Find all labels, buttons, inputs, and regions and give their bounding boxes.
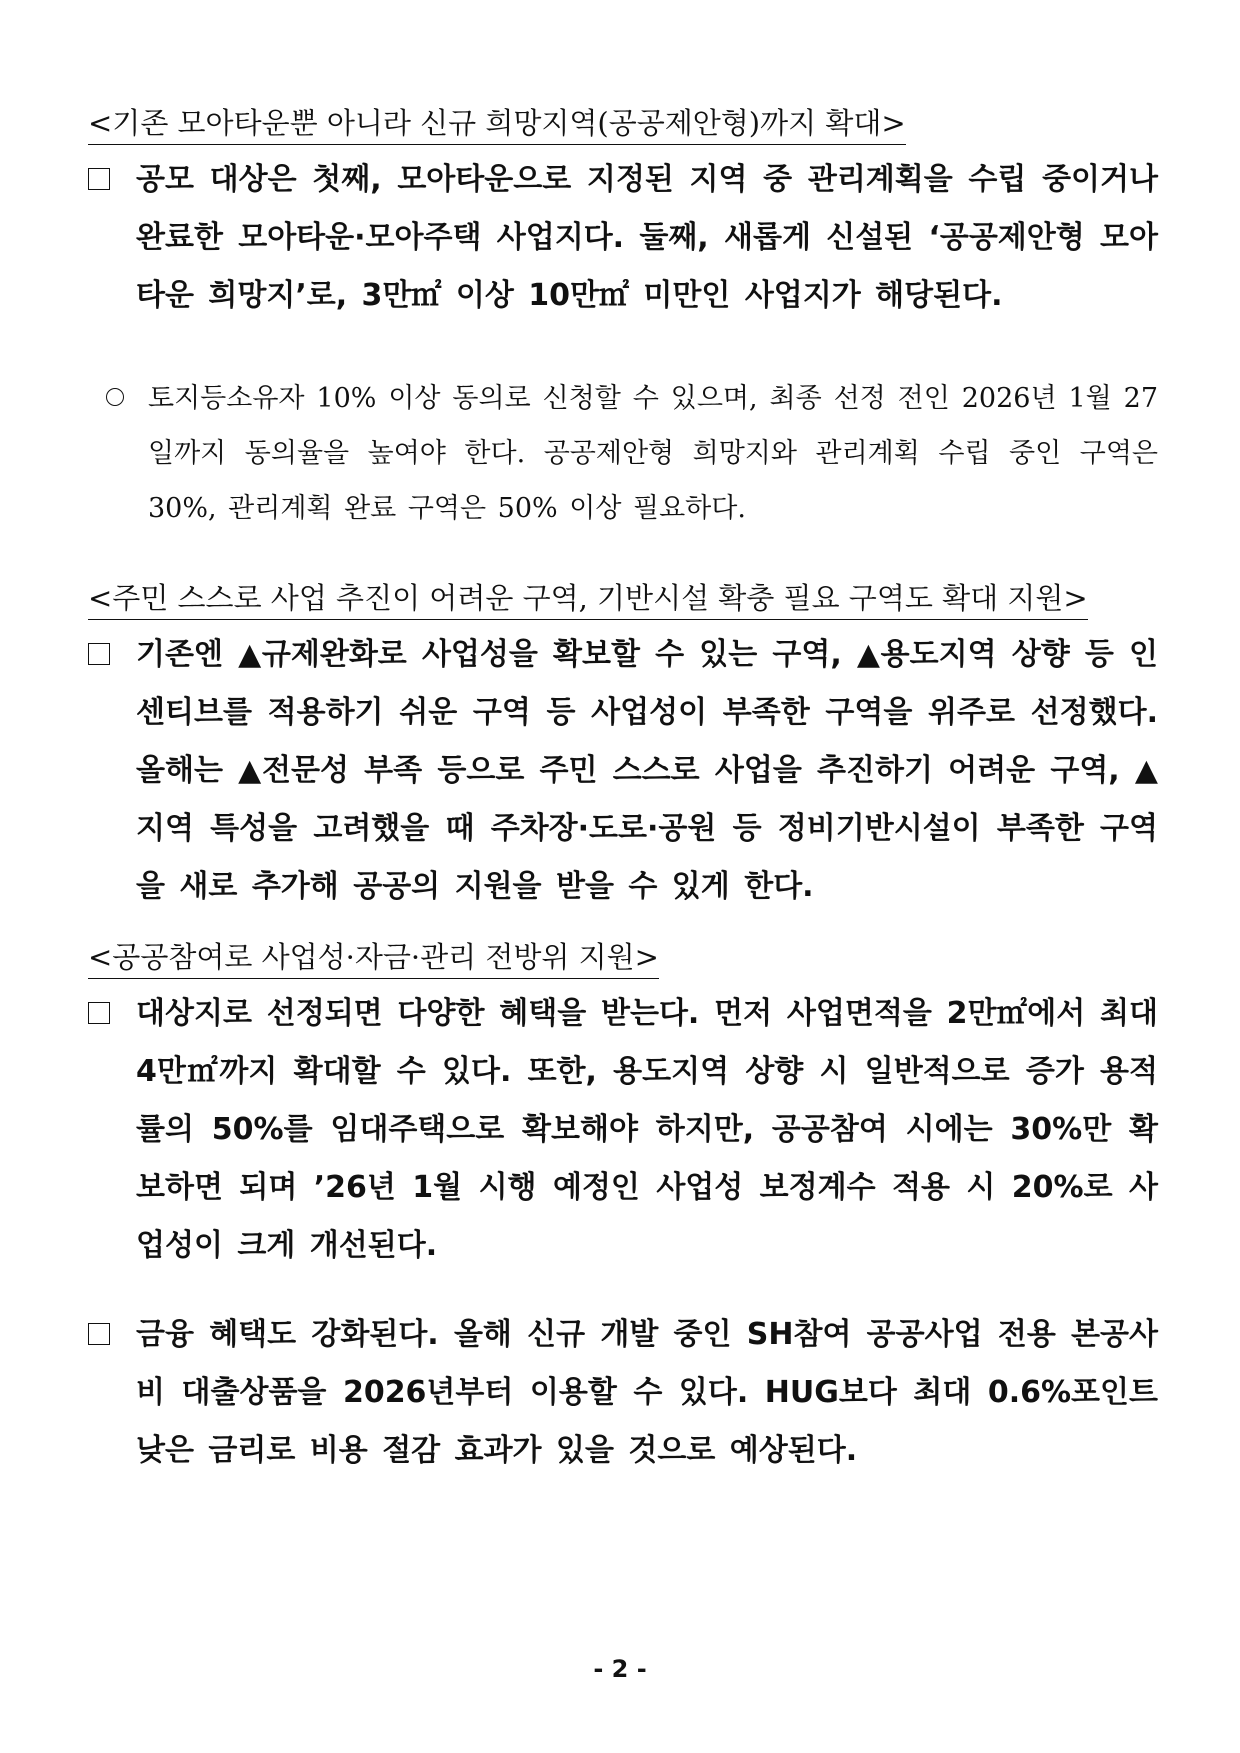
paragraph-text: 공모 대상은 첫째, 모아타운으로 지정된 지역 중 관리계획을 수립 중이거나 완료한 모아타운·모아주택 사업지다. 둘째, 새롭게 신설된 ‘공공제안형 모아타운 희망지’로, 3만㎡ 이상 10만㎡ 미만인 사업지가 해당된다. — [136, 162, 1158, 313]
square-bullet-icon — [88, 168, 110, 190]
page-number: - 2 - — [593, 1655, 647, 1683]
paragraph-text: 금융 혜택도 강화된다. 올해 신규 개발 중인 SH참여 공공사업 전용 본공사비 대출상품을 2026년부터 이용할 수 있다. HUG보다 최대 0.6%포인트 낮은 금리로 비용 절감 효과가 있을 것으로 예상된다. — [136, 1317, 1158, 1468]
section-heading-support: <주민 스스로 사업 추진이 어려운 구역, 기반시설 확충 필요 구역도 확대 지원> — [88, 578, 1088, 620]
paragraph-eligibility — [88, 151, 1158, 325]
square-bullet-icon — [88, 643, 110, 665]
paragraph-financial-benefits — [88, 1306, 1158, 1480]
square-bullet-icon — [88, 1002, 110, 1024]
section-heading-public-participation: <공공참여로 사업성·자금·관리 전방위 지원> — [88, 937, 659, 979]
paragraph-selection-criteria — [88, 626, 1158, 916]
circle-bullet-icon — [106, 388, 124, 406]
sub-paragraph-text: 토지등소유자 10% 이상 동의로 신청할 수 있으며, 최종 선정 전인 2026년 1월 27일까지 동의율을 높여야 한다. 공공제안형 희망지와 관리계획 수립 중인 구역은 30%, 관리계획 완료 구역은 50% 이상 필요하다. — [148, 383, 1158, 524]
sub-paragraph-consent — [104, 371, 1158, 536]
section-heading-expansion: <기존 모아타운뿐 아니라 신규 희망지역(공공제안형)까지 확대> — [88, 103, 906, 145]
paragraph-benefits — [88, 985, 1158, 1275]
square-bullet-icon — [88, 1323, 110, 1345]
paragraph-text: 기존엔 ▲규제완화로 사업성을 확보할 수 있는 구역, ▲용도지역 상향 등 인센티브를 적용하기 쉬운 구역 등 사업성이 부족한 구역을 위주로 선정했다. 올해는 ▲전문성 부족 등으로 주민 스스로 사업을 추진하기 어려운 구역, ▲지역 특성을 고려했을 때 주차장·도로·공원 등 정비기반시설이 부족한 구역을 새로 추가해 공공의 지원을 받을 수 있게 한다. — [136, 637, 1158, 904]
paragraph-text: 대상지로 선정되면 다양한 혜택을 받는다. 먼저 사업면적을 2만㎡에서 최대 4만㎡까지 확대할 수 있다. 또한, 용도지역 상향 시 일반적으로 증가 용적률의 50%를 임대주택으로 확보해야 하지만, 공공참여 시에는 30%만 확보하면 되며 ’26년 1월 시행 예정인 사업성 보정계수 적용 시 20%로 사업성이 크게 개선된다. — [136, 996, 1158, 1263]
